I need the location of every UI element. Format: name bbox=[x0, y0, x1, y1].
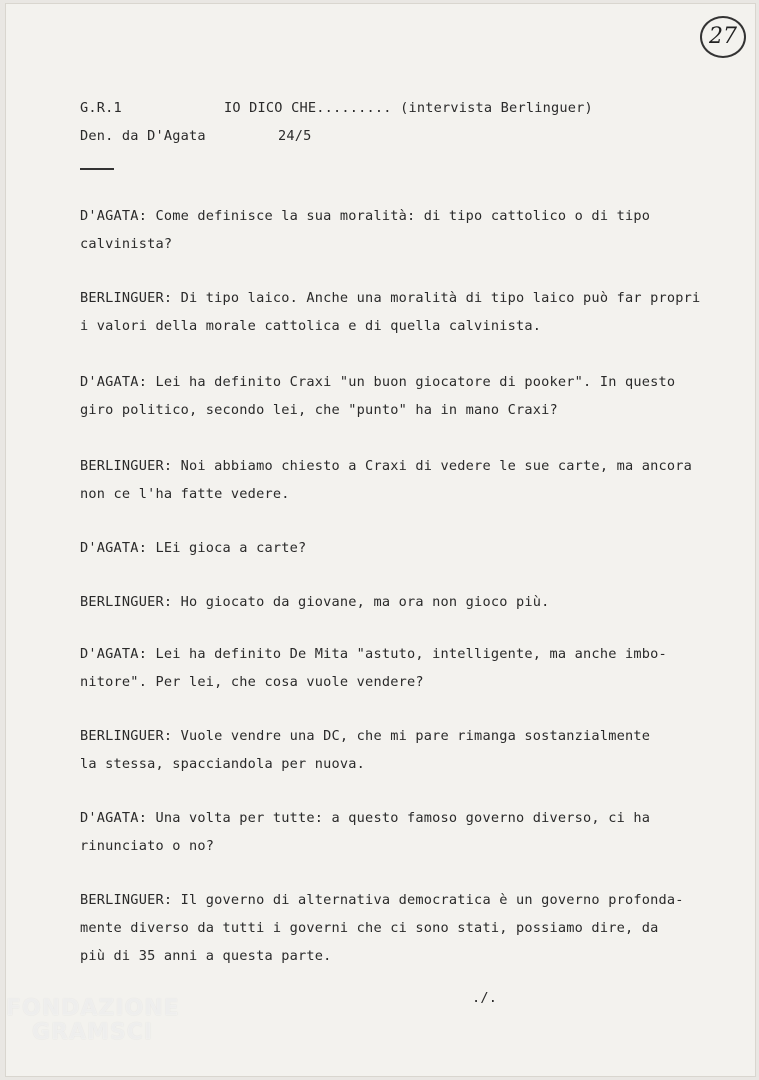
watermark-line-2: GRAMSCI bbox=[32, 1020, 154, 1045]
typewritten-page bbox=[6, 4, 755, 1076]
text-line: BERLINGUER: Di tipo laico. Anche una moralità di tipo laico può far propri bbox=[80, 290, 701, 306]
text-line: mente diverso da tutti i governi che ci sono stati, possiamo dire, da bbox=[80, 920, 659, 936]
text-line: non ce l'ha fatte vedere. bbox=[80, 486, 290, 502]
archive-watermark bbox=[6, 996, 206, 1076]
header-source: Den. da D'Agata bbox=[80, 128, 206, 144]
text-line: BERLINGUER: Vuole vendre una DC, che mi pare rimanga sostanzialmente bbox=[80, 728, 651, 744]
text-line: D'AGATA: LEi gioca a carte? bbox=[80, 540, 307, 556]
header-divider bbox=[80, 168, 114, 170]
continuation-mark: ./. bbox=[472, 990, 498, 1006]
header-program: G.R.1 bbox=[80, 100, 122, 116]
text-line: i valori della morale cattolica e di quella calvinista. bbox=[80, 318, 542, 334]
text-line: D'AGATA: Lei ha definito Craxi "un buon giocatore di pooker". In questo bbox=[80, 374, 676, 390]
text-line: nitore". Per lei, che cosa vuole vendere? bbox=[80, 674, 424, 690]
text-line: D'AGATA: Una volta per tutte: a questo famoso governo diverso, ci ha bbox=[80, 810, 651, 826]
text-line: rinunciato o no? bbox=[80, 838, 215, 854]
header-date: 24/5 bbox=[278, 128, 312, 144]
text-line: BERLINGUER: Il governo di alternativa democratica è un governo profonda- bbox=[80, 892, 684, 908]
text-line: D'AGATA: Lei ha definito De Mita "astuto, intelligente, ma anche imbo- bbox=[80, 646, 667, 662]
page-number: 27 bbox=[700, 16, 746, 58]
text-line: giro politico, secondo lei, che "punto" ha in mano Craxi? bbox=[80, 402, 558, 418]
text-line: calvinista? bbox=[80, 236, 173, 252]
header-title: IO DICO CHE......... (intervista Berlinguer) bbox=[224, 100, 593, 116]
text-line: la stessa, spacciandola per nuova. bbox=[80, 756, 366, 772]
text-line: BERLINGUER: Ho giocato da giovane, ma ora non gioco più. bbox=[80, 594, 550, 610]
text-line: D'AGATA: Come definisce la sua moralità: di tipo cattolico o di tipo bbox=[80, 208, 651, 224]
watermark-line-1: FONDAZIONE bbox=[6, 996, 180, 1021]
text-line: più di 35 anni a questa parte. bbox=[80, 948, 332, 964]
text-line: BERLINGUER: Noi abbiamo chiesto a Craxi di vedere le sue carte, ma ancora bbox=[80, 458, 693, 474]
